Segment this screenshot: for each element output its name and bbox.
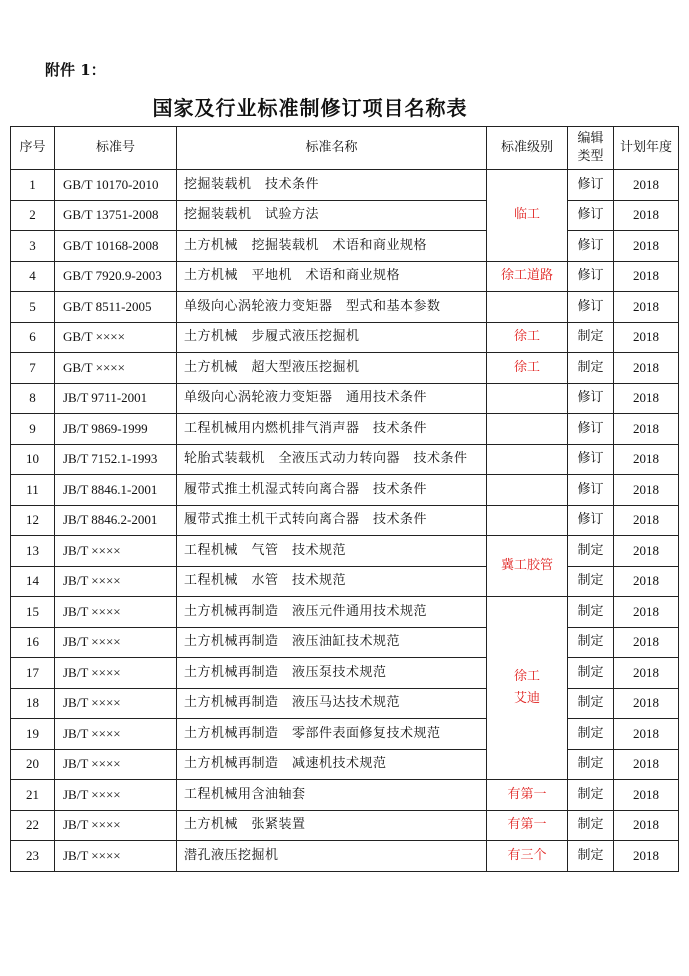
- cell-no: 23: [11, 841, 55, 872]
- cell-no: 15: [11, 597, 55, 628]
- cell-level: 徐工: [487, 353, 568, 384]
- table-row: [11, 719, 679, 750]
- table-row: [11, 475, 679, 506]
- table-row: [11, 383, 679, 414]
- cell-no: 16: [11, 627, 55, 658]
- header-no: 序号: [11, 127, 55, 170]
- cell-no: 11: [11, 475, 55, 506]
- cell-type: 制定: [568, 719, 614, 750]
- cell-year: 2018: [614, 627, 679, 658]
- cell-no: 1: [11, 170, 55, 201]
- cell-no: 7: [11, 353, 55, 384]
- table-row: [11, 749, 679, 780]
- cell-level: 冀工胶管: [487, 536, 568, 597]
- cell-type: 修订: [568, 475, 614, 506]
- cell-name: 土方机械再制造 液压马达技术规范: [177, 688, 487, 719]
- cell-level: 有第一: [487, 810, 568, 841]
- cell-code: JB/T ××××: [55, 627, 177, 658]
- cell-level: 有第一: [487, 780, 568, 811]
- cell-code: JB/T 7152.1-1993: [55, 444, 177, 475]
- cell-name: 单级向心涡轮液力变矩器 型式和基本参数: [177, 292, 487, 323]
- cell-year: 2018: [614, 261, 679, 292]
- table-row: [11, 536, 679, 567]
- cell-code: JB/T 8846.1-2001: [55, 475, 177, 506]
- cell-no: 22: [11, 810, 55, 841]
- table-row: [11, 444, 679, 475]
- header-level: 标准级别: [487, 127, 568, 170]
- cell-name: 履带式推土机湿式转向离合器 技术条件: [177, 475, 487, 506]
- table-row: [11, 810, 679, 841]
- cell-code: GB/T 10168-2008: [55, 231, 177, 262]
- table-row: [11, 658, 679, 689]
- cell-name: 土方机械 步履式液压挖掘机: [177, 322, 487, 353]
- cell-year: 2018: [614, 719, 679, 750]
- cell-name: 土方机械 超大型液压挖掘机: [177, 353, 487, 384]
- cell-name: 土方机械再制造 零部件表面修复技术规范: [177, 719, 487, 750]
- table-row: [11, 780, 679, 811]
- attachment-label: 附件 1：: [45, 61, 106, 79]
- cell-code: JB/T ××××: [55, 810, 177, 841]
- cell-code: JB/T 8846.2-2001: [55, 505, 177, 536]
- cell-year: 2018: [614, 292, 679, 323]
- page-title: 国家及行业标准制修订项目名称表: [152, 96, 468, 120]
- cell-name: 工程机械 气管 技术规范: [177, 536, 487, 567]
- cell-code: JB/T 9711-2001: [55, 383, 177, 414]
- cell-code: JB/T ××××: [55, 780, 177, 811]
- cell-level: 徐工: [487, 322, 568, 353]
- table-row: [11, 505, 679, 536]
- table-row: [11, 170, 679, 201]
- cell-code: JB/T ××××: [55, 841, 177, 872]
- cell-name: 土方机械再制造 液压泵技术规范: [177, 658, 487, 689]
- table-row: [11, 261, 679, 292]
- cell-year: 2018: [614, 505, 679, 536]
- cell-level: [487, 414, 568, 445]
- cell-type: 制定: [568, 841, 614, 872]
- table-row: [11, 566, 679, 597]
- cell-no: 20: [11, 749, 55, 780]
- cell-year: 2018: [614, 658, 679, 689]
- cell-no: 21: [11, 780, 55, 811]
- cell-name: 工程机械用内燃机排气消声器 技术条件: [177, 414, 487, 445]
- cell-year: 2018: [614, 749, 679, 780]
- cell-name: 土方机械再制造 液压油缸技术规范: [177, 627, 487, 658]
- cell-level: [487, 475, 568, 506]
- cell-no: 6: [11, 322, 55, 353]
- cell-code: GB/T 8511-2005: [55, 292, 177, 323]
- cell-code: JB/T ××××: [55, 749, 177, 780]
- cell-type: 制定: [568, 658, 614, 689]
- cell-type: 制定: [568, 627, 614, 658]
- header-year: 计划年度: [614, 127, 679, 170]
- cell-name: 挖掘装载机 技术条件: [177, 170, 487, 201]
- cell-level: [487, 444, 568, 475]
- cell-code: JB/T ××××: [55, 719, 177, 750]
- cell-no: 10: [11, 444, 55, 475]
- cell-year: 2018: [614, 200, 679, 231]
- table-row: [11, 353, 679, 384]
- cell-code: GB/T 10170-2010: [55, 170, 177, 201]
- standards-table: [10, 126, 679, 872]
- cell-code: JB/T ××××: [55, 658, 177, 689]
- cell-year: 2018: [614, 566, 679, 597]
- cell-name: 土方机械 平地机 术语和商业规格: [177, 261, 487, 292]
- cell-name: 挖掘装载机 试验方法: [177, 200, 487, 231]
- cell-no: 18: [11, 688, 55, 719]
- cell-year: 2018: [614, 597, 679, 628]
- cell-name: 单级向心涡轮液力变矩器 通用技术条件: [177, 383, 487, 414]
- cell-name: 工程机械用含油轴套: [177, 780, 487, 811]
- cell-code: JB/T ××××: [55, 688, 177, 719]
- table-row: [11, 627, 679, 658]
- cell-type: 修订: [568, 444, 614, 475]
- cell-no: 3: [11, 231, 55, 262]
- header-name: 标准名称: [177, 127, 487, 170]
- cell-code: JB/T ××××: [55, 597, 177, 628]
- cell-type: 制定: [568, 688, 614, 719]
- cell-type: 制定: [568, 810, 614, 841]
- cell-type: 制定: [568, 749, 614, 780]
- cell-type: 制定: [568, 536, 614, 567]
- cell-name: 潜孔液压挖掘机: [177, 841, 487, 872]
- cell-code: GB/T ××××: [55, 353, 177, 384]
- cell-type: 修订: [568, 261, 614, 292]
- header-type: 编辑 类型: [568, 127, 614, 170]
- cell-type: 修订: [568, 200, 614, 231]
- table-row: [11, 688, 679, 719]
- cell-level: [487, 505, 568, 536]
- table-row: [11, 414, 679, 445]
- cell-code: JB/T ××××: [55, 566, 177, 597]
- cell-year: 2018: [614, 780, 679, 811]
- cell-level: 有三个: [487, 841, 568, 872]
- cell-no: 8: [11, 383, 55, 414]
- cell-code: JB/T ××××: [55, 536, 177, 567]
- table-header-row: [11, 127, 679, 170]
- cell-type: 修订: [568, 170, 614, 201]
- cell-type: 修订: [568, 383, 614, 414]
- cell-year: 2018: [614, 170, 679, 201]
- cell-type: 修订: [568, 292, 614, 323]
- cell-type: 修订: [568, 414, 614, 445]
- cell-year: 2018: [614, 414, 679, 445]
- cell-name: 土方机械再制造 液压元件通用技术规范: [177, 597, 487, 628]
- cell-type: 制定: [568, 322, 614, 353]
- cell-code: GB/T 7920.9-2003: [55, 261, 177, 292]
- cell-no: 5: [11, 292, 55, 323]
- cell-year: 2018: [614, 810, 679, 841]
- header-code: 标准号: [55, 127, 177, 170]
- table-row: [11, 292, 679, 323]
- table-row: [11, 200, 679, 231]
- cell-no: 9: [11, 414, 55, 445]
- cell-year: 2018: [614, 353, 679, 384]
- cell-code: GB/T 13751-2008: [55, 200, 177, 231]
- cell-type: 制定: [568, 597, 614, 628]
- cell-name: 轮胎式装载机 全液压式动力转向器 技术条件: [177, 444, 487, 475]
- cell-year: 2018: [614, 688, 679, 719]
- table-row: [11, 231, 679, 262]
- cell-name: 工程机械 水管 技术规范: [177, 566, 487, 597]
- cell-year: 2018: [614, 536, 679, 567]
- cell-type: 制定: [568, 780, 614, 811]
- table-row: [11, 597, 679, 628]
- table-row: [11, 322, 679, 353]
- cell-year: 2018: [614, 322, 679, 353]
- cell-type: 修订: [568, 505, 614, 536]
- cell-type: 制定: [568, 353, 614, 384]
- cell-level: 临工: [487, 170, 568, 262]
- cell-name: 土方机械再制造 减速机技术规范: [177, 749, 487, 780]
- cell-year: 2018: [614, 231, 679, 262]
- cell-year: 2018: [614, 444, 679, 475]
- cell-level: 徐工 艾迪: [487, 597, 568, 780]
- cell-no: 17: [11, 658, 55, 689]
- cell-year: 2018: [614, 841, 679, 872]
- cell-code: GB/T ××××: [55, 322, 177, 353]
- cell-no: 2: [11, 200, 55, 231]
- cell-no: 4: [11, 261, 55, 292]
- cell-code: JB/T 9869-1999: [55, 414, 177, 445]
- cell-level: 徐工道路: [487, 261, 568, 292]
- cell-no: 13: [11, 536, 55, 567]
- cell-no: 14: [11, 566, 55, 597]
- cell-year: 2018: [614, 475, 679, 506]
- cell-name: 土方机械 挖掘装载机 术语和商业规格: [177, 231, 487, 262]
- cell-year: 2018: [614, 383, 679, 414]
- cell-no: 12: [11, 505, 55, 536]
- cell-level: [487, 383, 568, 414]
- cell-type: 修订: [568, 231, 614, 262]
- cell-level: [487, 292, 568, 323]
- cell-no: 19: [11, 719, 55, 750]
- cell-name: 土方机械 张紧装置: [177, 810, 487, 841]
- table-row: [11, 841, 679, 872]
- cell-type: 制定: [568, 566, 614, 597]
- cell-name: 履带式推土机干式转向离合器 技术条件: [177, 505, 487, 536]
